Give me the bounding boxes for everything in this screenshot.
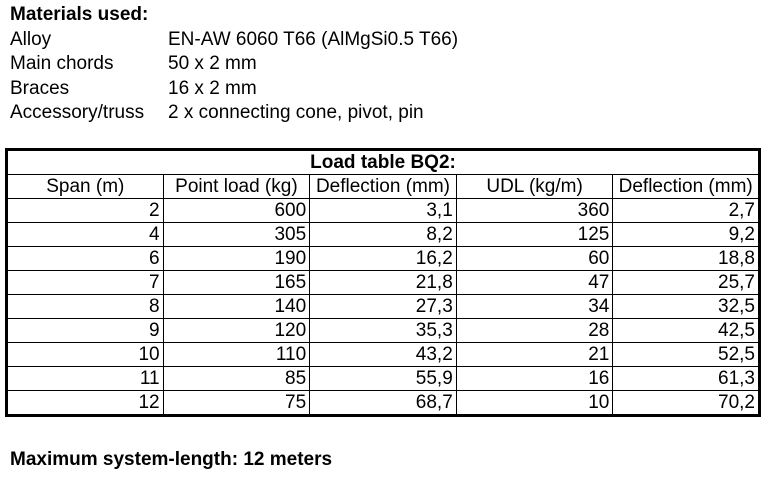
udl-cell: 10 bbox=[456, 391, 613, 416]
deflection-udl-cell: 25,7 bbox=[613, 271, 760, 295]
deflection-udl-cell: 61,3 bbox=[613, 367, 760, 391]
udl-cell: 34 bbox=[456, 295, 613, 319]
table-row bbox=[7, 271, 760, 295]
deflection-point-cell: 68,7 bbox=[310, 391, 457, 416]
header-point-load: Point load (kg) bbox=[163, 175, 310, 199]
material-row-main-chords bbox=[10, 52, 458, 77]
material-label: Braces bbox=[10, 77, 70, 99]
materials-section bbox=[10, 3, 458, 126]
point-load-cell: 305 bbox=[163, 223, 310, 247]
span-cell: 12 bbox=[7, 391, 164, 416]
deflection-point-cell: 27,3 bbox=[310, 295, 457, 319]
point-load-cell: 85 bbox=[163, 367, 310, 391]
header-span: Span (m) bbox=[7, 175, 164, 199]
material-row-braces bbox=[10, 77, 458, 102]
deflection-udl-cell: 18,8 bbox=[613, 247, 760, 271]
deflection-point-cell: 16,2 bbox=[310, 247, 457, 271]
span-cell: 4 bbox=[7, 223, 164, 247]
table-title-row bbox=[7, 150, 760, 175]
udl-cell: 125 bbox=[456, 223, 613, 247]
table-row bbox=[7, 295, 760, 319]
udl-cell: 16 bbox=[456, 367, 613, 391]
span-cell: 8 bbox=[7, 295, 164, 319]
material-value: 16 x 2 mm bbox=[168, 77, 257, 99]
udl-cell: 360 bbox=[456, 199, 613, 223]
header-deflection-udl: Deflection (mm) bbox=[613, 175, 760, 199]
point-load-cell: 600 bbox=[163, 199, 310, 223]
materials-heading: Materials used: bbox=[10, 4, 149, 25]
material-label: Main chords bbox=[10, 53, 114, 74]
deflection-udl-cell: 2,7 bbox=[613, 199, 760, 223]
span-cell: 6 bbox=[7, 247, 164, 271]
table-row bbox=[7, 199, 760, 223]
table-header-row bbox=[7, 175, 760, 199]
deflection-point-cell: 43,2 bbox=[310, 343, 457, 367]
deflection-point-cell: 3,1 bbox=[310, 199, 457, 223]
span-cell: 7 bbox=[7, 271, 164, 295]
deflection-udl-cell: 32,5 bbox=[613, 295, 760, 319]
material-row-alloy bbox=[10, 28, 458, 53]
udl-cell: 47 bbox=[456, 271, 613, 295]
table-row bbox=[7, 367, 760, 391]
span-cell: 11 bbox=[7, 367, 164, 391]
material-value: EN-AW 6060 T66 (AlMgSi0.5 T66) bbox=[168, 28, 459, 50]
deflection-point-cell: 55,9 bbox=[310, 367, 457, 391]
point-load-cell: 120 bbox=[163, 319, 310, 343]
deflection-udl-cell: 52,5 bbox=[613, 343, 760, 367]
material-value: 2 x connecting cone, pivot, pin bbox=[168, 102, 424, 123]
point-load-cell: 75 bbox=[163, 391, 310, 416]
span-cell: 2 bbox=[7, 199, 164, 223]
material-row-accessory bbox=[10, 101, 458, 126]
table-row bbox=[7, 319, 760, 343]
span-cell: 9 bbox=[7, 319, 164, 343]
point-load-cell: 190 bbox=[163, 247, 310, 271]
point-load-cell: 165 bbox=[163, 271, 310, 295]
table-row bbox=[7, 223, 760, 247]
span-cell: 10 bbox=[7, 343, 164, 367]
max-system-length: Maximum system-length: 12 meters bbox=[10, 449, 333, 470]
load-table bbox=[5, 148, 761, 417]
table-title: Load table BQ2: bbox=[7, 150, 760, 175]
deflection-udl-cell: 9,2 bbox=[613, 223, 760, 247]
deflection-point-cell: 35,3 bbox=[310, 319, 457, 343]
point-load-cell: 110 bbox=[163, 343, 310, 367]
deflection-point-cell: 21,8 bbox=[310, 271, 457, 295]
deflection-udl-cell: 70,2 bbox=[613, 391, 760, 416]
table-row bbox=[7, 391, 760, 416]
point-load-cell: 140 bbox=[163, 295, 310, 319]
header-deflection-point: Deflection (mm) bbox=[310, 175, 457, 199]
header-udl: UDL (kg/m) bbox=[456, 175, 613, 199]
material-label: Accessory/truss bbox=[10, 102, 145, 123]
deflection-point-cell: 8,2 bbox=[310, 223, 457, 247]
table-row bbox=[7, 343, 760, 367]
material-label: Alloy bbox=[10, 28, 52, 50]
table-row bbox=[7, 247, 760, 271]
table-body bbox=[7, 199, 760, 416]
deflection-udl-cell: 42,5 bbox=[613, 319, 760, 343]
udl-cell: 21 bbox=[456, 343, 613, 367]
udl-cell: 60 bbox=[456, 247, 613, 271]
material-value: 50 x 2 mm bbox=[168, 53, 257, 74]
udl-cell: 28 bbox=[456, 319, 613, 343]
